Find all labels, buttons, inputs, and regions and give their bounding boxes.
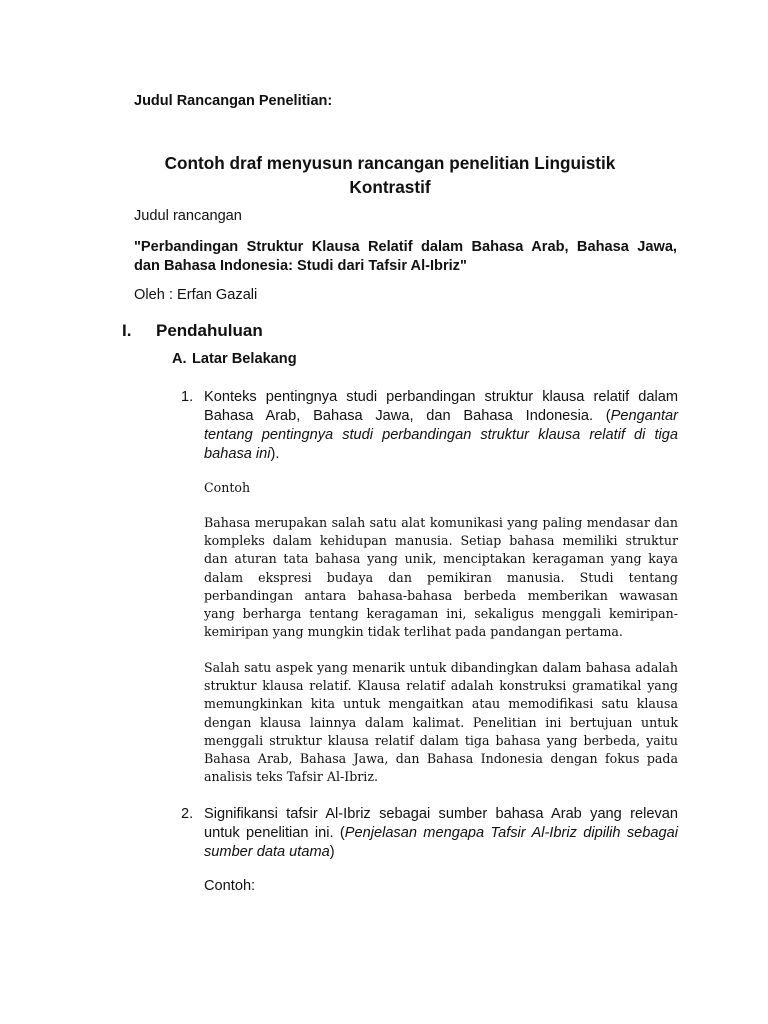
subsection-letter: A. (172, 351, 187, 367)
para2-line: struktur klausa relatif. Klausa relatif adalah konstruksi gramatikal yang (204, 678, 678, 694)
example-label-2: Contoh: (204, 878, 256, 894)
example-label: Contoh (204, 480, 251, 495)
para2-line: memungkinkan kita untuk mengaitkan atau memodifikasi satu klausa (204, 696, 678, 712)
para1-line: dalam ekspresi budaya dan pemikiran manusia. Studi tentang (204, 569, 678, 585)
para2-line: Bahasa Arab, Bahasa Jawa, dan Bahasa Indonesia dengan fokus pada (204, 751, 678, 767)
section-number: I. (122, 321, 132, 340)
item1-line-2-plain: Bahasa Arab, Bahasa Jawa, dan Bahasa Indonesia. ( (204, 408, 611, 424)
para1-line: dan aturan tata bahasa yang unik, menciptakan keragaman yang kaya (204, 551, 678, 567)
research-title-line-2: dan Bahasa Indonesia: Studi dari Tafsir Al-Ibriz" (134, 258, 467, 274)
item1-line-4-italic: bahasa ini (204, 446, 271, 462)
example-paragraph-2 (204, 659, 678, 786)
para2-line: dengan klausa lainnya dalam kalimat. Penelitian ini bertujuan untuk (204, 714, 678, 730)
author-line: Oleh : Erfan Gazali (134, 287, 258, 303)
item1-line-4-plain: ). (270, 446, 280, 462)
para1-line: kompleks dalam kehidupan manusia. Setiap bahasa memiliki struktur (204, 533, 678, 549)
item1-line-3-italic: tentang pentingnya studi perbandingan struktur klausa relatif di tiga (204, 427, 678, 443)
example-paragraph-1 (204, 514, 678, 641)
item2-line-3-italic: sumber data utama (204, 844, 330, 860)
judul-label: Judul rancangan (134, 208, 242, 224)
list-item-2-text (204, 805, 678, 862)
para2-line: menggali struktur klausa relatif dalam tiga bahasa yang berbeda, yaitu (204, 732, 678, 748)
section-title: Pendahuluan (156, 321, 263, 340)
para1-line: Bahasa merupakan salah satu alat komunikasi yang paling mendasar dan (204, 515, 678, 530)
page-title (150, 151, 630, 199)
item1-line-2-italic: Pengantar (610, 408, 678, 424)
para1-line: yang berharga tentang keragaman ini, sekaligus menggali kemiripan- (204, 606, 678, 622)
item2-line-3-plain: ) (329, 844, 335, 860)
item1-line-1: Konteks pentingnya studi perbandingan struktur klausa relatif dalam (204, 389, 678, 405)
title-line-2: Kontrastif (349, 177, 431, 197)
item2-line-2-plain: untuk penelitian ini. ( (204, 825, 345, 841)
para1-line: perbandingan antara bahasa-bahasa berbeda memberikan wawasan (204, 587, 678, 603)
list-item-1-text (204, 388, 678, 464)
list-item-number: 2. (181, 806, 194, 822)
para2-line: analisis teks Tafsir Al-Ibriz. (204, 769, 378, 785)
document-label: Judul Rancangan Penelitian: (134, 93, 333, 109)
para1-line: kemiripan yang mungkin tidak terlihat pada pandangan pertama. (204, 624, 623, 640)
research-title-line-1: "Perbandingan Struktur Klausa Relatif dalam Bahasa Arab, Bahasa Jawa, (134, 239, 677, 255)
subsection-title: Latar Belakang (192, 351, 297, 367)
para2-line: Salah satu aspek yang menarik untuk dibandingkan dalam bahasa adalah (204, 660, 678, 675)
item2-line-1: Signifikansi tafsir Al-Ibriz sebagai sumber bahasa Arab yang relevan (204, 806, 678, 822)
title-line-1: Contoh draf menyusun rancangan penelitian Linguistik (164, 153, 616, 173)
research-title (134, 238, 677, 276)
list-item-number: 1. (181, 389, 194, 405)
item2-line-2-italic: Penjelasan mengapa Tafsir Al-Ibriz dipilih sebagai (344, 825, 679, 841)
